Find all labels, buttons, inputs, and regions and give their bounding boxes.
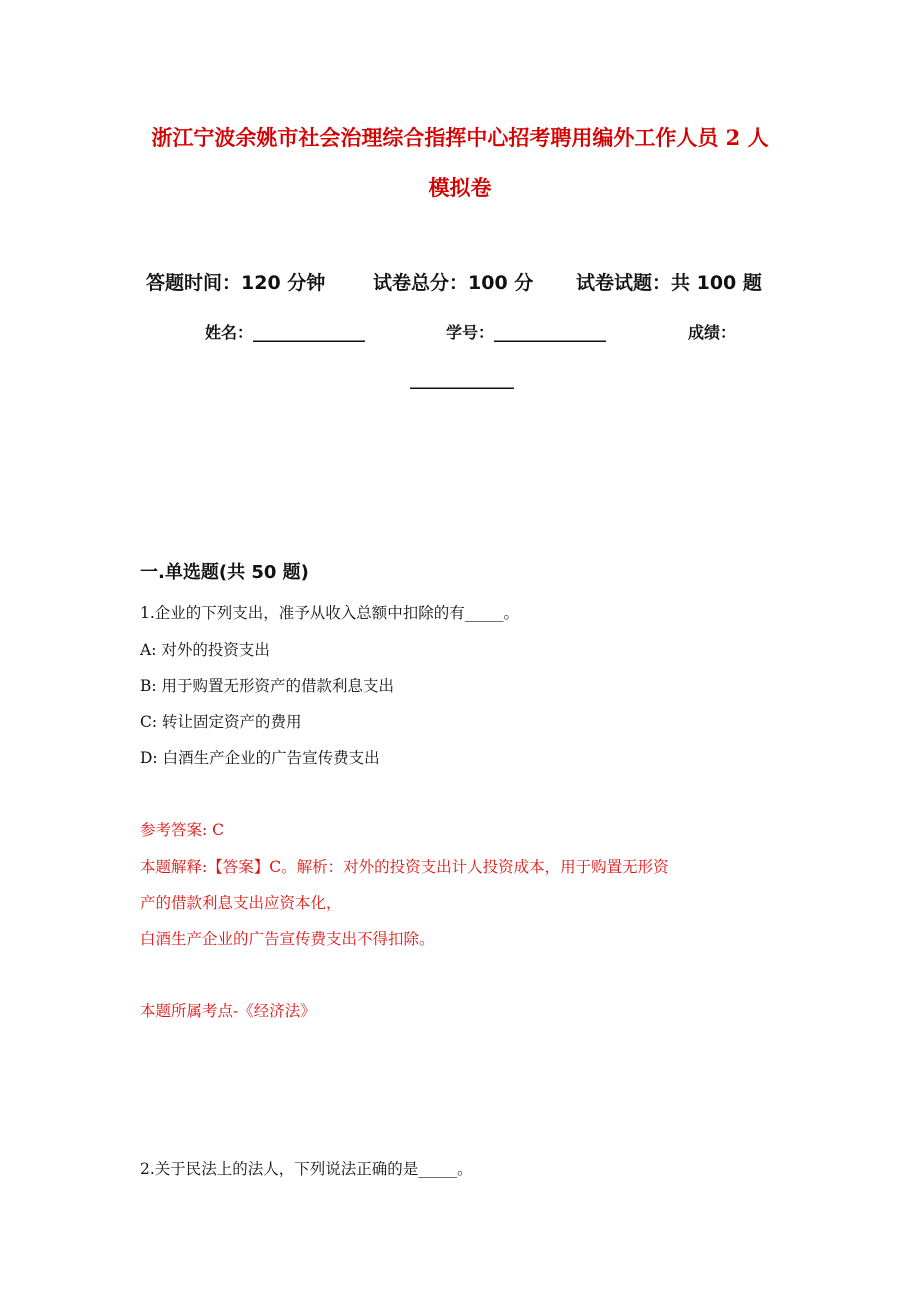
question-1-explanation-line2: 产的借款利息支出应资本化， [140,894,342,912]
exam-time: 答题时间：120 分钟 [146,272,326,294]
score-line: _____________ [410,370,514,389]
question-1-explanation-line3: 白酒生产企业的广告宣传费支出不得扣除。 [140,930,435,948]
name-field: 姓名：______________ [205,323,366,342]
question-1-option-d: D: 白酒生产企业的广告宣传费支出 [140,749,380,767]
question-2-stem: 2.关于民法上的法人，下列说法正确的是_____。 [140,1160,473,1178]
question-1-option-c: C: 转让固定资产的费用 [140,713,302,731]
question-1-option-b: B: 用于购置无形资产的借款利息支出 [140,677,395,695]
exam-question-count: 试卷试题：共 100 题 [576,272,762,294]
exam-total-score: 试卷总分：100 分 [373,272,534,294]
document-title-line1: 浙江宁波余姚市社会治理综合指挥中心招考聘用编外工作人员 2 人 [151,125,769,150]
document-title-line2: 模拟卷 [428,175,492,200]
student-id-field: 学号：______________ [446,323,607,342]
question-1-option-a: A: 对外的投资支出 [140,641,270,659]
section-heading: 一.单选题(共 50 题) [140,562,309,583]
question-1-explanation-line1: 本题解释:【答案】C。解析：对外的投资支出计人投资成本，用于购置无形资 [140,858,669,876]
score-label: 成绩： [688,323,737,342]
question-1-answer: 参考答案: C [140,821,225,839]
question-1-topic: 本题所属考点-《经济法》 [140,1002,316,1020]
question-1-stem: 1.企业的下列支出，准予从收入总额中扣除的有_____。 [140,604,520,622]
